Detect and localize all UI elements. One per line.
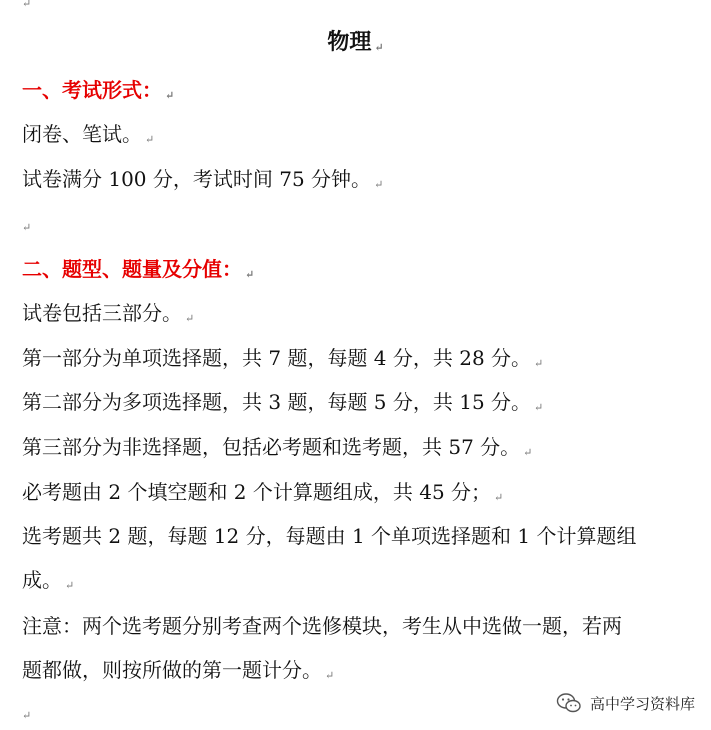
section1-heading: [22, 76, 174, 110]
wechat-icon: [556, 692, 582, 714]
paragraph-text: 试卷满分 100 分，考试时间 75 分钟。: [22, 167, 372, 191]
paragraph-text: 第一部分为单项选择题，共 7 题，每题 4 分，共 28 分。: [22, 346, 532, 370]
paragraph-text: 成。: [22, 568, 62, 592]
paragraph: [22, 165, 383, 199]
paragraph-line: [22, 522, 636, 550]
paragraph: [22, 120, 154, 154]
paragraph-text: 第二部分为多项选择题，共 3 题，每题 5 分，共 15 分。: [22, 390, 532, 414]
paragraph-line: [22, 612, 622, 640]
watermark: [556, 692, 695, 714]
section2-heading-text: 二、题型、题量及分值：: [22, 257, 242, 281]
empty-paragraph-mark: ↵: [22, 709, 32, 722]
paragraph-mark: ↵: [494, 491, 504, 504]
watermark-text: 高中学习资料库: [589, 694, 695, 713]
paragraph-text: 题都做，则按所做的第一题计分。: [22, 658, 322, 682]
section2-heading: [22, 255, 254, 289]
paragraph-text: 必考题由 2 个填空题和 2 个计算题组成，共 45 分；: [22, 480, 492, 504]
paragraph: [22, 566, 74, 600]
section1-heading-text: 一、考试形式：: [22, 78, 162, 102]
paragraph-mark: ↵: [145, 133, 155, 146]
paragraph-text: 闭卷、笔试。: [22, 122, 142, 146]
paragraph-mark: ↵: [65, 579, 75, 592]
paragraph: [22, 433, 532, 467]
paragraph: [22, 478, 503, 512]
paragraph: [22, 299, 194, 333]
paragraph-mark: ↵: [165, 89, 175, 102]
paragraph-mark: ↵: [534, 357, 544, 370]
paragraph-mark: ↵: [245, 268, 255, 281]
page-title-text: 物理: [327, 29, 372, 55]
paragraph-mark: ↵: [185, 312, 195, 325]
paragraph-text: 选考题共 2 题，每题 12 分，每题由 1 个单项选择题和 1 个计算题组: [22, 524, 637, 548]
page-title: [0, 28, 711, 62]
paragraph-mark: ↵: [325, 669, 335, 682]
paragraph-text: 第三部分为非选择题，包括必考题和选考题，共 57 分。: [22, 435, 521, 459]
paragraph-mark: ↵: [534, 401, 544, 414]
paragraph-text: 试卷包括三部分。: [22, 301, 182, 325]
paragraph: [22, 344, 543, 378]
empty-paragraph-mark: ↵: [22, 0, 32, 10]
paragraph: [22, 656, 334, 690]
paragraph-mark: ↵: [374, 178, 384, 191]
paragraph-text: 注意：两个选考题分别考查两个选修模块，考生从中选做一题，若两: [22, 614, 622, 638]
paragraph-mark: ↵: [374, 41, 384, 54]
paragraph: [22, 388, 543, 422]
paragraph-mark: ↵: [523, 446, 533, 459]
empty-paragraph-mark: ↵: [22, 221, 32, 234]
